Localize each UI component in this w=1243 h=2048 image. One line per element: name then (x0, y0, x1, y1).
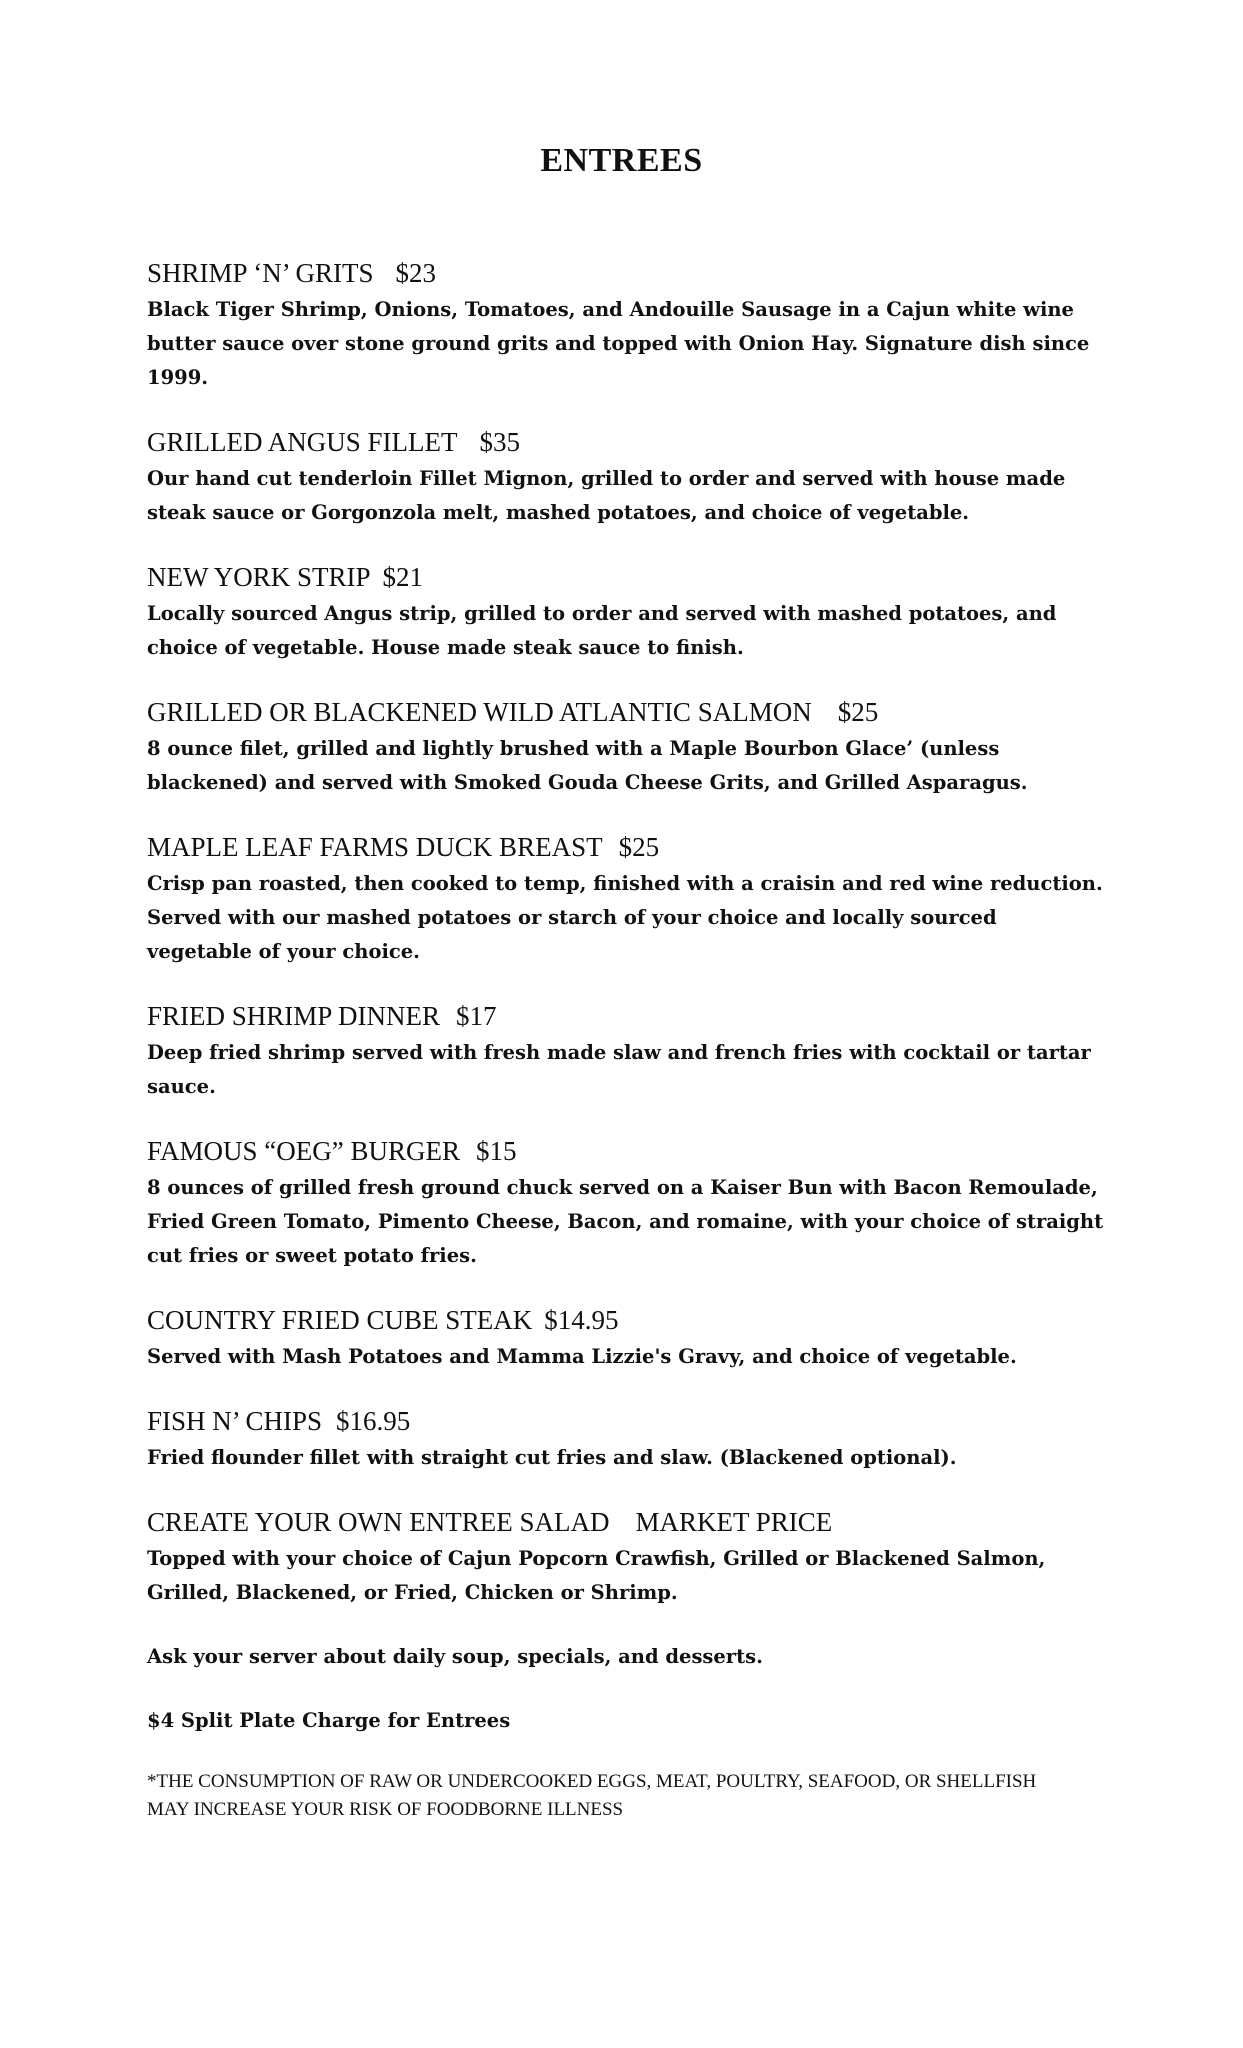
menu-item-heading (147, 1134, 1107, 1168)
menu-item (147, 1404, 1107, 1475)
menu-item-heading (147, 1303, 1107, 1337)
menu-item-description: 8 ounce filet, grilled and lightly brushed with a Maple Bourbon Glace’ (unless blackened) and served with Smoked Gouda Cheese Grits, and Grilled Asparagus. (147, 737, 1028, 794)
menu-item-name: GRILLED ANGUS FILLET (147, 427, 458, 457)
menu-item-description: 8 ounces of grilled fresh ground chuck served on a Kaiser Bun with Bacon Remoulade, Fried Green Tomato, Pimento Cheese, Bacon, and romaine, with your choice of straight cut fries or sweet potato fries. (147, 1176, 1104, 1267)
menu-item-price: $21 (382, 562, 424, 592)
menu-item-description: Our hand cut tenderloin Fillet Mignon, grilled to order and served with house made steak sauce or Gorgonzola melt, mashed potatoes, and choice of vegetable. (147, 467, 1066, 524)
menu-item (147, 425, 1107, 530)
menu-item-heading (147, 425, 1107, 459)
server-note: Ask your server about daily soup, specials, and desserts. (147, 1645, 763, 1668)
menu-item (147, 560, 1107, 665)
menu-item-description: Locally sourced Angus strip, grilled to order and served with mashed potatoes, and choice of vegetable. House made steak sauce to finish. (147, 602, 1057, 659)
menu-item-price: $14.95 (544, 1305, 619, 1335)
menu-item-heading (147, 695, 1107, 729)
menu-item-price: $15 (476, 1136, 517, 1166)
menu-item (147, 830, 1107, 969)
menu-item-name: FISH N’ CHIPS (147, 1406, 323, 1436)
page-title: ENTREES (540, 142, 703, 179)
menu-item-price: $16.95 (336, 1406, 411, 1436)
menu-item-name: FRIED SHRIMP DINNER (147, 1001, 441, 1031)
menu-item-price: $35 (479, 427, 520, 457)
menu-item-name: COUNTRY FRIED CUBE STEAK (147, 1305, 533, 1335)
menu-item-description: Black Tiger Shrimp, Onions, Tomatoes, and Andouille Sausage in a Cajun white wine butter sauce over stone ground grits and topped with Onion Hay. Signature dish since 1999. (147, 298, 1090, 389)
menu-item-heading (147, 830, 1107, 864)
menu-item (147, 1505, 1107, 1610)
menu-item-name: FAMOUS “OEG” BURGER (147, 1136, 461, 1166)
menu-item-name: SHRIMP ‘N’ GRITS (147, 258, 374, 288)
menu-list (147, 256, 1107, 1824)
menu-item-heading (147, 256, 1107, 290)
menu-item-description: Crisp pan roasted, then cooked to temp, finished with a craisin and red wine reduction. Served with our mashed potatoes or starch of your choice and locally sourced vegetable of your choice. (147, 872, 1103, 963)
menu-item-heading (147, 560, 1107, 594)
menu-item-name: GRILLED OR BLACKENED WILD ATLANTIC SALMON (147, 697, 812, 727)
menu-item-name: NEW YORK STRIP (147, 562, 371, 592)
menu-item (147, 1303, 1107, 1374)
menu-item-heading (147, 1404, 1107, 1438)
menu-item-name: MAPLE LEAF FARMS DUCK BREAST (147, 832, 603, 862)
menu-item-price: $17 (456, 1001, 497, 1031)
menu-item (147, 999, 1107, 1104)
menu-item (147, 695, 1107, 800)
menu-item-description: Fried flounder fillet with straight cut fries and slaw. (Blackened optional). (147, 1446, 957, 1469)
menu-item-price: $25 (837, 697, 879, 727)
menu-item-price: MARKET PRICE (635, 1507, 833, 1537)
menu-item-description: Served with Mash Potatoes and Mamma Lizzie's Gravy, and choice of vegetable. (147, 1345, 1017, 1368)
menu-item-price: $23 (395, 258, 437, 288)
menu-item-name: CREATE YOUR OWN ENTREE SALAD (147, 1507, 610, 1537)
food-safety-disclaimer: *THE CONSUMPTION OF RAW OR UNDERCOOKED EGGS, MEAT, POULTRY, SEAFOOD, OR SHELLFISH MAY INCREASE YOUR RISK OF FOODBORNE ILLNESS (147, 1771, 1037, 1820)
menu-item-heading (147, 999, 1107, 1033)
menu-item-description: Deep fried shrimp served with fresh made slaw and french fries with cocktail or tartar sauce. (147, 1041, 1091, 1098)
menu-item-heading (147, 1505, 1107, 1539)
split-plate-note: $4 Split Plate Charge for Entrees (147, 1709, 511, 1732)
menu-item-price: $25 (618, 832, 660, 862)
menu-item-description: Topped with your choice of Cajun Popcorn Crawfish, Grilled or Blackened Salmon, Grilled, Blackened, or Fried, Chicken or Shrimp. (147, 1547, 1046, 1604)
menu-item (147, 1134, 1107, 1273)
menu-item (147, 256, 1107, 395)
